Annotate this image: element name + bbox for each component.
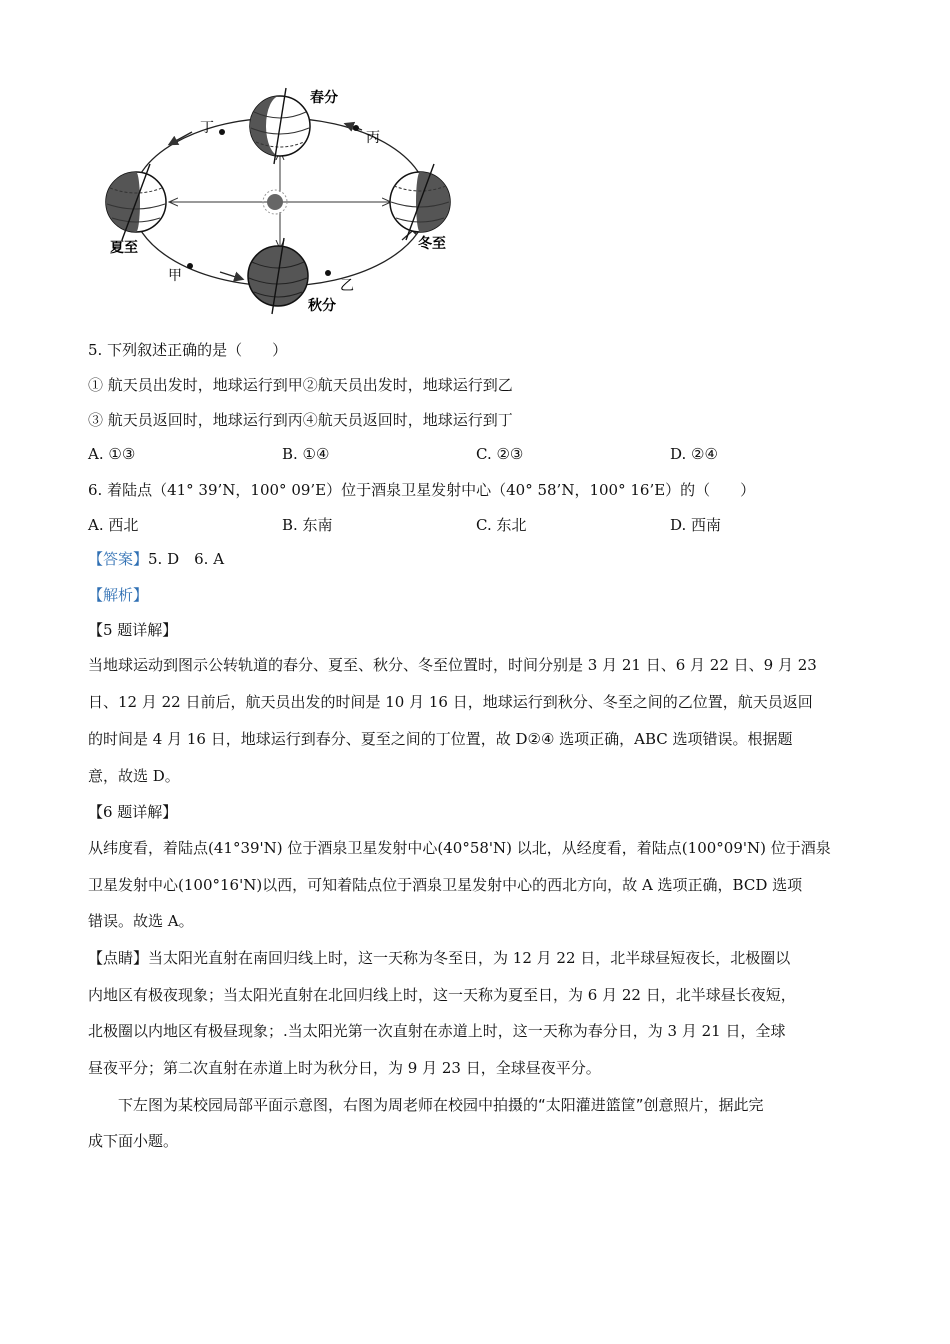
- analysis-tag: 【解析】: [88, 586, 149, 604]
- tip-line: [88, 948, 790, 968]
- label-summer: 夏至: [110, 240, 138, 256]
- label-yi: 乙: [340, 278, 354, 294]
- q5-option-c[interactable]: C. ②③: [476, 445, 524, 463]
- q6-option-b[interactable]: B. 东南: [282, 516, 333, 534]
- orbit-arrow: [170, 132, 192, 144]
- label-ding: 丁: [200, 120, 214, 136]
- d5-line: 意，故选 D。: [88, 767, 180, 785]
- q6-option-d[interactable]: D. 西南: [670, 516, 722, 534]
- label-autumn: 秋分: [308, 298, 336, 314]
- position-dot-ding: [219, 129, 225, 135]
- earth-autumn-icon: [248, 238, 308, 314]
- d6-line: 卫星发射中心(100°16'N)以西，可知着陆点位于酒泉卫星发射中心的西北方向，故 A 选项正确，BCD 选项: [88, 876, 803, 894]
- d5-line: 当地球运动到图示公转轨道的春分、夏至、秋分、冬至位置时，时间分别是 3 月 21 日、6 月 22 日、9 月 23: [88, 656, 817, 674]
- label-spring: 春分: [310, 90, 338, 106]
- q5-option-a[interactable]: A. ①③: [88, 445, 136, 463]
- answer-tag: 【答案】: [88, 550, 149, 568]
- q5-statement-1: ① 航天员出发时，地球运行到甲②航天员出发时，地球运行到乙: [88, 376, 513, 394]
- intro-line: 下左图为某校园局部平面示意图，右图为周老师在校园中拍摄的“太阳灌进篮筐”创意照片，据此完: [118, 1096, 764, 1114]
- q5-stem: 5. 下列叙述正确的是（ ）: [88, 341, 288, 359]
- q6-option-a[interactable]: A. 西北: [88, 516, 139, 534]
- position-dot-jia: [187, 263, 193, 269]
- label-winter: 冬至: [418, 236, 446, 252]
- orbit-figure: [100, 80, 460, 320]
- d5-line: 日、12 月 22 日前后，航天员出发的时间是 10 月 16 日，地球运行到秋分、冬至之间的乙位置，航天员返回: [88, 693, 813, 711]
- q5-option-b[interactable]: B. ①④: [282, 445, 330, 463]
- position-dot-yi: [325, 270, 331, 276]
- d6-line: 从纬度看，着陆点(41°39'N) 位于酒泉卫星发射中心(40°58'N) 以北，从经度看，着陆点(100°09'N) 位于酒泉: [88, 839, 831, 857]
- orbit-diagram: [100, 80, 460, 320]
- position-dot-bing: [353, 125, 359, 131]
- orbit-arrow: [220, 272, 242, 279]
- q6-option-c[interactable]: C. 东北: [476, 516, 527, 534]
- tip-line: 昼夜平分；第二次直射在赤道上时为秋分日，为 9 月 23 日，全球昼夜平分。: [88, 1059, 601, 1077]
- d6-title: 【6 题详解】: [88, 803, 178, 821]
- intro-line: 成下面小题。: [88, 1132, 179, 1150]
- earth-spring-icon: [250, 88, 310, 164]
- d5-line: 的时间是 4 月 16 日，地球运行到春分、夏至之间的丁位置，故 D②④ 选项正确，ABC 选项错误。根据题: [88, 730, 793, 748]
- earth-summer-icon: [106, 164, 166, 240]
- tip-line: 北极圈以内地区有极昼现象；.当太阳光第一次直射在赤道上时，这一天称为春分日，为 3 月 21 日，全球: [88, 1022, 786, 1040]
- earth-winter-icon: [390, 164, 450, 240]
- q5-statement-2: ③ 航天员返回时，地球运行到丙④航天员返回时，地球运行到丁: [88, 411, 513, 429]
- label-bing: 丙: [366, 130, 380, 146]
- tip-text: 当太阳光直射在南回归线上时，这一天称为冬至日，为 12 月 22 日，北半球昼短夜长，北极圈以: [148, 949, 791, 967]
- q5-option-d[interactable]: D. ②④: [670, 445, 718, 463]
- d6-line: 错误。故选 A。: [88, 912, 194, 930]
- answer-line: [88, 549, 224, 569]
- answer-text: 5. D 6. A: [148, 550, 225, 568]
- label-jia: 甲: [168, 268, 182, 284]
- tip-tag: 【点睛】: [88, 949, 149, 967]
- d5-title: 【5 题详解】: [88, 621, 178, 639]
- q6-stem: 6. 着陆点（41° 39’N，100° 09’E）位于酒泉卫星发射中心（40° 58’N，100° 16’E）的（ ）: [88, 481, 756, 499]
- tip-line: 内地区有极夜现象；当太阳光直射在北回归线上时，这一天称为夏至日，为 6 月 22 日，北半球昼长夜短，: [88, 986, 796, 1004]
